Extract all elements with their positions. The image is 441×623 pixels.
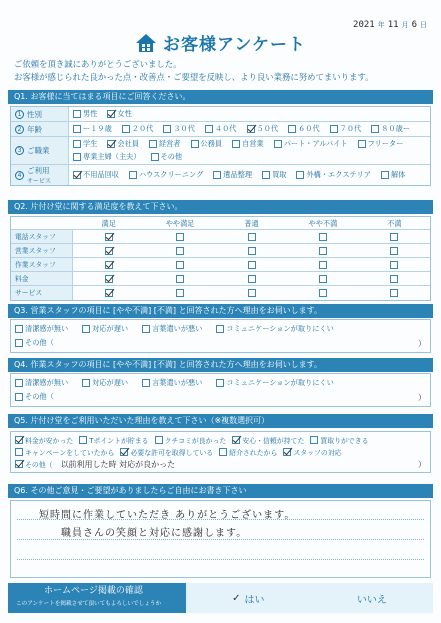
option-checkbox[interactable] [151, 153, 159, 161]
q2-rating-cell [144, 286, 215, 300]
q2-column-header: 満足 [101, 219, 116, 228]
q2-rating-checkbox[interactable] [105, 233, 113, 241]
q1-row-number: 4 [15, 171, 24, 180]
q2-rating-checkbox[interactable] [390, 261, 398, 269]
option-checkbox[interactable] [79, 436, 87, 444]
option-label: 対応が遅い [92, 378, 129, 387]
q4-other-line [15, 390, 426, 404]
option-checkbox[interactable] [274, 140, 282, 148]
option-label: 公務員 [200, 139, 223, 148]
option-item[interactable] [82, 377, 128, 389]
q2-rating-cell [287, 258, 358, 271]
q2-rating-checkbox[interactable] [390, 233, 398, 241]
option-label: 紹介されたから [229, 449, 278, 457]
q1-row-label [11, 122, 69, 136]
q2-rating-checkbox[interactable] [248, 247, 256, 255]
option-label: その他（ [25, 461, 53, 469]
q2-column-header: やや満足 [165, 219, 195, 228]
q2-header-row [11, 217, 430, 230]
option-label: 外構・エクステリア [306, 170, 371, 179]
q2-row [11, 244, 430, 258]
title-row [0, 30, 441, 55]
q1-row-label-sub: サービス [27, 178, 52, 185]
q5-options-line [15, 446, 426, 458]
option-checkbox[interactable] [15, 448, 23, 456]
date-year-unit: 年 [377, 21, 385, 29]
option-checkbox[interactable] [15, 379, 23, 387]
option-label: ハウスクリーニング [138, 170, 204, 179]
q2-heading: Q2. 片付け堂に関する満足度を教えて下さい。 [8, 200, 433, 214]
option-checkbox[interactable] [73, 125, 81, 133]
intro-line-2: お客様が感じられた良かった点・改善点・ご要望を反映し、より良い業務に努めてまいります。 [14, 71, 374, 82]
q1-row-number: 1 [15, 110, 24, 119]
q2-row-label: サービス [11, 286, 73, 300]
q2-rating-checkbox[interactable] [390, 275, 398, 283]
homepage-no-label: いいえ [356, 594, 387, 606]
option-item[interactable] [296, 169, 370, 181]
q2-row [11, 258, 430, 272]
option-item[interactable] [219, 446, 277, 458]
q1-row [11, 165, 430, 185]
homepage-yes-label: はい [244, 594, 265, 606]
option-item[interactable] [15, 323, 68, 335]
option-item[interactable] [283, 446, 341, 458]
q2-rating-cell [144, 230, 215, 243]
option-checkbox[interactable] [205, 125, 213, 133]
date-day: 6 [411, 20, 417, 30]
q3-options-line [15, 322, 426, 336]
homepage-no-option[interactable] [357, 591, 387, 606]
option-label: 言葉遣いが悪い [152, 378, 203, 387]
q2-rating-cell [73, 286, 144, 300]
q2-rating-cell [216, 230, 287, 243]
q3-options [10, 319, 431, 353]
q3-heading: Q3. 営業スタッフの項目に [やや不満] [不満] と回答された方へ理由をお伺いします。 [8, 304, 433, 318]
q2-rating-cell [144, 258, 215, 271]
option-checkbox[interactable] [247, 125, 255, 133]
option-checkbox[interactable] [15, 393, 23, 401]
option-item[interactable] [216, 377, 333, 389]
homepage-confirm-sub: このアンケートを掲載させて頂いてもよろしいでしょうか [16, 601, 162, 607]
q2-rating-cell [216, 244, 287, 257]
q2-rating-checkbox[interactable] [176, 233, 184, 241]
option-checkbox[interactable] [358, 140, 366, 148]
option-checkbox[interactable] [107, 140, 115, 148]
q2-column-header: 不満 [387, 219, 402, 228]
option-item[interactable] [232, 434, 304, 446]
q4-other-close: ） [418, 392, 426, 402]
q2-rating-checkbox[interactable] [105, 275, 113, 283]
option-checkbox[interactable] [149, 140, 157, 148]
q4-heading: Q4. 作業スタッフの項目に [やや不満] [不満] と回答された方へ理由をお伺いします。 [8, 358, 433, 372]
q1-table [10, 106, 431, 186]
option-checkbox[interactable] [232, 436, 240, 444]
option-label: 買取 [272, 170, 287, 179]
q2-rating-checkbox[interactable] [319, 289, 327, 297]
option-checkbox[interactable] [371, 125, 379, 133]
option-item[interactable] [73, 169, 119, 181]
q2-rating-cell [73, 258, 144, 271]
q6-heading: Q6. その他ご意見・ご要望がありましたらご自由にお書き下さい [8, 484, 433, 498]
option-item[interactable] [79, 434, 148, 446]
q2-column-header: 普通 [244, 219, 259, 228]
option-label: 男性 [83, 109, 98, 118]
q1-row-label-text: 年齢 [27, 124, 42, 134]
option-item[interactable] [82, 323, 128, 335]
q1-row-label-text: ご職業 [27, 146, 50, 155]
q1-row-label [11, 137, 69, 164]
option-label: 不用品回収 [83, 170, 119, 179]
option-label: 対応が遅い [92, 324, 129, 333]
q2-row-label: 営業スタッフ [11, 244, 73, 257]
q1-row-options [69, 137, 430, 164]
option-checkbox[interactable] [73, 153, 81, 161]
q6-comment-line-2: 職員さんの笑顔と対応に感謝します。 [61, 528, 248, 539]
q2-rating-cell [216, 272, 287, 285]
q2-row-label: 料金 [11, 272, 73, 285]
option-item[interactable] [142, 377, 202, 389]
option-item[interactable] [191, 138, 223, 150]
q6-ruled-line [17, 559, 424, 560]
q6-comment-area[interactable] [10, 500, 431, 578]
house-logo-icon [135, 33, 157, 53]
option-label: ー１９歳 [83, 124, 112, 133]
q2-rating-cell [287, 272, 358, 285]
option-item[interactable] [15, 446, 114, 458]
q1-row-label-wrap [27, 145, 50, 156]
option-label: 解体 [390, 170, 406, 179]
option-checkbox[interactable] [107, 110, 115, 118]
option-label: ６０代 [298, 124, 320, 133]
option-label: コミュニケーションが取りにくい [226, 324, 334, 333]
q2-rating-cell [73, 230, 144, 243]
q2-rating-cell [73, 272, 144, 285]
option-checkbox[interactable] [129, 171, 137, 179]
q2-rating-checkbox[interactable] [319, 261, 327, 269]
homepage-yes-option[interactable] [232, 591, 264, 606]
option-item[interactable] [262, 169, 286, 181]
option-item[interactable] [205, 123, 237, 135]
q2-rating-cell [287, 230, 358, 243]
q1-row-options [69, 107, 430, 121]
q2-rating-cell [359, 244, 430, 257]
option-item[interactable] [151, 151, 183, 163]
q1-row-options [69, 165, 430, 185]
q6-comment-line-1: 短時間に作業していただき ありがとうございます。 [39, 510, 296, 521]
q1-row [11, 122, 430, 137]
date-month-unit: 月 [401, 21, 409, 29]
option-label: キャンペーンをしていたから [25, 449, 115, 457]
q2-row [11, 230, 430, 244]
homepage-confirm-title: ホームページ掲載の確認 [44, 586, 143, 596]
q2-rating-checkbox[interactable] [319, 275, 327, 283]
option-item[interactable] [232, 138, 264, 150]
option-item[interactable] [122, 123, 154, 135]
date-year: 2021 [353, 20, 375, 30]
option-label: ８０歳ー [381, 124, 410, 133]
q1-row-label-text: ご利用 [27, 166, 50, 175]
option-label: ４０代 [214, 124, 237, 133]
intro-text [14, 58, 429, 83]
q1-row-label-wrap [27, 109, 42, 120]
option-checkbox[interactable] [122, 125, 130, 133]
q5-other-text: 以前利用した時 対応が良かった [60, 459, 176, 469]
option-label: その他（ [25, 338, 54, 347]
q2-row [11, 286, 430, 300]
q5-options [10, 431, 431, 473]
option-item[interactable] [213, 169, 252, 181]
q2-rating-checkbox[interactable] [390, 247, 398, 255]
option-checkbox[interactable] [213, 171, 221, 179]
option-item[interactable] [107, 138, 139, 150]
option-label: 学生 [83, 139, 98, 148]
q2-rating-checkbox[interactable] [248, 275, 256, 283]
option-checkbox[interactable] [15, 436, 23, 444]
q2-rating-checkbox[interactable] [176, 261, 184, 269]
option-checkbox[interactable] [15, 325, 23, 333]
q2-rating-checkbox[interactable] [176, 289, 184, 297]
option-checkbox[interactable] [191, 140, 199, 148]
option-item[interactable] [371, 123, 410, 135]
q1-row-label-text: 性別 [27, 109, 42, 119]
option-label: ２０代 [131, 124, 154, 133]
option-label: スタッフの対応 [293, 449, 342, 457]
option-checkbox[interactable] [262, 171, 270, 179]
q1-heading: Q1. お客様に当てはまる項目にご回答ください。 [8, 90, 433, 104]
date-day-unit: 日 [420, 21, 427, 29]
option-checkbox[interactable] [142, 379, 150, 387]
option-item[interactable] [142, 323, 202, 335]
option-label: 料金が安かった [25, 437, 74, 445]
option-label: 女性 [117, 109, 132, 118]
option-label: 遺品整理 [223, 170, 253, 179]
option-checkbox[interactable] [73, 171, 81, 179]
option-item[interactable] [381, 169, 405, 181]
q2-rating-checkbox[interactable] [248, 261, 256, 269]
q5-heading: Q5. 片付け堂をご利用いただいた理由を教えて下さい（※複数選択可） [8, 414, 433, 428]
q2-rating-checkbox[interactable] [248, 289, 256, 297]
option-label: 言葉遣いが悪い [152, 324, 203, 333]
option-item[interactable] [330, 123, 362, 135]
date-field [353, 20, 427, 30]
option-checkbox[interactable] [216, 379, 224, 387]
q5-other-line [15, 458, 426, 470]
option-checkbox[interactable] [73, 140, 81, 148]
q3-other-line [15, 336, 426, 350]
option-label: フリーター [367, 139, 404, 148]
check-mark-icon: ✓ [232, 592, 241, 604]
homepage-confirm-choices [186, 583, 433, 613]
q1-row-label [11, 165, 69, 185]
option-label: ５０代 [256, 124, 279, 133]
option-item[interactable] [15, 458, 53, 470]
q2-rating-checkbox[interactable] [105, 247, 113, 255]
option-checkbox[interactable] [15, 460, 23, 468]
option-checkbox[interactable] [219, 448, 227, 456]
option-label: 清潔感が無い [25, 378, 69, 387]
option-checkbox[interactable] [288, 125, 296, 133]
option-checkbox[interactable] [15, 339, 23, 347]
homepage-confirm-label [8, 583, 186, 613]
option-label: 経営者 [158, 139, 181, 148]
option-item[interactable] [15, 391, 54, 403]
q2-rating-cell [359, 272, 430, 285]
q2-row [11, 272, 430, 286]
q2-rating-checkbox[interactable] [390, 289, 398, 297]
q2-rating-cell [359, 286, 430, 300]
q2-rating-checkbox[interactable] [319, 247, 327, 255]
q2-rating-cell [216, 258, 287, 271]
page-title: お客様アンケート [163, 35, 306, 55]
option-item[interactable] [73, 123, 112, 135]
q2-rating-checkbox[interactable] [319, 233, 327, 241]
option-item[interactable] [15, 377, 68, 389]
q2-rating-cell [287, 244, 358, 257]
option-checkbox[interactable] [82, 379, 90, 387]
q2-satisfaction-table [10, 216, 431, 301]
q4-options [10, 373, 431, 407]
option-label: 必要な許可を取得している [130, 449, 214, 457]
q2-rating-checkbox[interactable] [176, 275, 184, 283]
option-item[interactable] [73, 108, 97, 120]
option-checkbox[interactable] [296, 171, 304, 179]
q5-other-close: ） [418, 459, 426, 469]
q2-rating-cell [359, 258, 430, 271]
q2-rating-checkbox[interactable] [105, 289, 113, 297]
option-checkbox[interactable] [310, 436, 318, 444]
option-label: パート・アルバイト [283, 139, 348, 148]
option-item[interactable] [15, 337, 54, 349]
option-checkbox[interactable] [216, 325, 224, 333]
option-item[interactable] [73, 151, 141, 163]
option-checkbox[interactable] [142, 325, 150, 333]
option-checkbox[interactable] [381, 171, 389, 179]
option-item[interactable] [120, 446, 213, 458]
q1-row-label-wrap [27, 165, 51, 185]
option-item[interactable] [247, 123, 279, 135]
q2-row-label: 作業スタッフ [11, 258, 73, 271]
q2-rating-checkbox[interactable] [248, 233, 256, 241]
option-item[interactable] [129, 169, 203, 181]
q2-rating-cell [287, 286, 358, 300]
option-label: その他（ [25, 392, 54, 401]
option-item[interactable] [73, 138, 97, 150]
option-checkbox[interactable] [120, 448, 128, 456]
option-item[interactable] [163, 123, 195, 135]
q1-row-label [11, 107, 69, 121]
q2-column-header: やや不満 [308, 219, 338, 228]
option-item[interactable] [107, 108, 131, 120]
q2-rating-cell [359, 230, 430, 243]
option-item[interactable] [288, 123, 320, 135]
option-label: ７０代 [339, 124, 362, 133]
option-checkbox[interactable] [155, 436, 163, 444]
option-checkbox[interactable] [330, 125, 338, 133]
intro-line-1: ご依頼を頂き誠にありがとうございました。 [14, 59, 182, 69]
option-checkbox[interactable] [82, 325, 90, 333]
option-label: 専業主婦（主夫） [83, 152, 141, 161]
option-label: その他 [160, 152, 183, 161]
option-item[interactable] [15, 434, 73, 446]
q3-other-close: ） [418, 338, 426, 348]
q1-row-number: 2 [15, 125, 24, 134]
q1-row-number: 3 [15, 146, 24, 155]
option-item[interactable] [358, 138, 404, 150]
option-item[interactable] [310, 434, 368, 446]
option-label: 清潔感が無い [25, 324, 69, 333]
q6-ruled-line [17, 539, 424, 540]
q1-row [11, 137, 430, 165]
q1-row-options [69, 122, 430, 136]
q2-rating-cell [144, 272, 215, 285]
q4-options-line [15, 376, 426, 390]
option-label: 自営業 [242, 139, 264, 148]
q2-rating-checkbox[interactable] [176, 247, 184, 255]
option-label: 買取りができる [320, 437, 369, 445]
option-label: クチコミが良かった [164, 437, 227, 445]
option-item[interactable] [274, 138, 348, 150]
q2-rating-cell [73, 244, 144, 257]
q2-rating-cell [144, 244, 215, 257]
q1-row-label-wrap [27, 124, 42, 135]
q2-header-corner [11, 217, 73, 229]
option-checkbox[interactable] [163, 125, 171, 133]
q2-rating-cell [216, 286, 287, 300]
option-label: Tポイントが貯まる [89, 437, 149, 445]
q2-rating-checkbox[interactable] [105, 261, 113, 269]
option-checkbox[interactable] [283, 448, 291, 456]
date-month: 11 [387, 20, 399, 30]
option-label: 会社員 [117, 139, 139, 148]
option-item[interactable] [149, 138, 181, 150]
q1-row [11, 107, 430, 122]
option-label: ３０代 [173, 124, 195, 133]
option-label: 安心・信頼が持てた [242, 437, 305, 445]
q2-row-label: 電話スタッフ [11, 230, 73, 243]
option-checkbox[interactable] [232, 140, 240, 148]
q5-options-line [15, 434, 426, 446]
option-item[interactable] [155, 434, 227, 446]
option-label: コミュニケーションが取りにくい [226, 378, 334, 387]
option-checkbox[interactable] [73, 110, 81, 118]
option-item[interactable] [216, 323, 333, 335]
